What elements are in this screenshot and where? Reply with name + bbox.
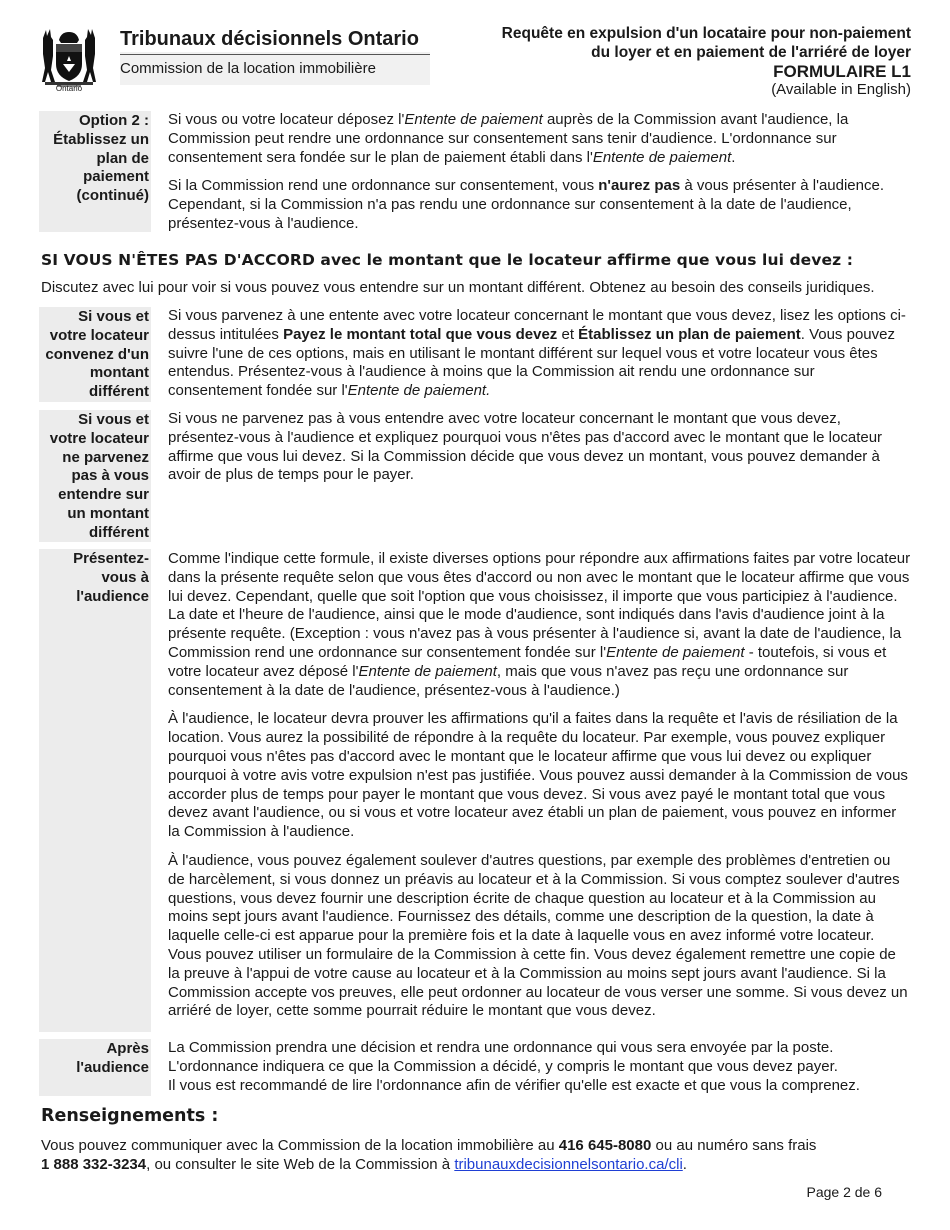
paragraph: Si la Commission rend une ordonnance sur consentement, vous n'aurez pas à vous présenter à l'audience. Cependant, si la Commission n'a pas rendu une ordonnance sur consentement à la date de l'audience, présentez-vous à l'audience. [168,177,884,232]
section-body-cannot-agree [151,410,911,542]
section-agree-different-amount [39,307,911,402]
section-label-attend: Présentez- vous à l'audience [39,549,151,1032]
page-number: Page 2 de 6 [806,1184,882,1200]
toll-free-number: 1 888 332-3234 [41,1155,147,1173]
info-paragraph: Vous pouvez communiquer avec la Commission de la location immobilière au 416 645-8080 ou au numéro sans frais 1 888 332-3234, ou consulter le site Web de la Commission à tribunauxdecisionnelsontario.ca/cli. [41,1137,817,1173]
section-label-option-2: Option 2 : Établissez un plan de paiement (continué) [39,111,151,232]
section-body-agree [151,307,911,402]
ontario-coat-of-arms-logo [37,26,101,94]
organization-subtitle: Commission de la location immobilière [120,60,376,77]
form-title-block [502,24,911,99]
paragraph: Si vous ou votre locateur déposez l'Entente de paiement auprès de la Commission avant l'audience, la Commission peut rendre une ordonnance sur consentement sans tenir d'audience. L'ordonnance sur consentement sera fondée sur le plan de paiement établi dans l'Entente de paiement. [168,111,849,166]
logo-caption: Ontario [55,84,83,93]
form-title-line-1: Requête en expulsion d'un locataire pour non-paiement [501,25,911,42]
section-after-hearing [39,1039,911,1096]
section-body-after [151,1039,911,1096]
after-line-1: La Commission prendra une décision et rendra une ordonnance qui vous sera envoyée par la poste. [168,1039,834,1056]
form-title-line-2: du loyer et en paiement de l'arriéré de loyer [591,44,911,61]
section-cannot-agree [39,410,911,542]
paragraph: Comme l'indique cette formule, il existe diverses options pour répondre aux affirmations faites par votre locateur dans la présente requête selon que vous êtes d'accord ou non avec le montant que le locateur affirme que vous lui devez. Cependant, quelle que soit l'option que vous choisissez, il importe que vous participiez à l'audience. La date et l'heure de l'audience, ainsi que le mode d'audience, sont indiqués dans l'avis d'audience joint à la présente requête. (Exception : vous n'avez pas à vous présenter à l'audience si, avant la date de l'audience, la Commission rend une ordonnance sur consentement fondée sur l'Entente de paiement - toutefois, si vous et votre locateur avez déposé l'Entente de paiement, mais que vous n'avez pas reçu une ordonnance sur consentement à la date de l'audience, présentez-vous à l'audience.) [168,550,911,699]
phone-number: 416 645-8080 [558,1137,652,1154]
section-attend-hearing [39,549,911,1032]
paragraph: Si vous parvenez à une entente avec votre locateur concernant le montant que vous devez, lisez les options ci-dessus intitulées Payez le montant total que vous devez et Établissez un plan de paiement. Vous pouvez suivre l'une de ces options, mais en utilisant le montant différent sur lequel vous et votre locateur vous êtes entendus. Présentez-vous à l'audience à moins que la Commission ait rendu une ordonnance sur consentement fondée sur l'Entente de paiement. [168,307,906,400]
section-body-option-2 [151,111,911,234]
form-identifier: FORMULAIRE L1 [773,62,911,81]
info-heading: Renseignements : [41,1106,219,1126]
paragraph: À l'audience, vous pouvez également soulever d'autres questions, par exemple des problèmes d'entretien ou de harcèlement, si vous donnez un préavis au locateur et à la Commission. Si vous comptez soulever d'autres questions, vous devez fournir une description écrite de chaque question au locateur et à la Commission au moins sept jours avant l'audience. Fournissez des détails, comme une description de la question, la date à laquelle celle-ci est apparue pour la première fois et la date à laquelle vous en avez informé votre locateur. Vous pouvez utiliser un formulaire de la Commission à cette fin. Vous devez également remettre une copie de la preuve à l'appui de votre cause au locateur et à la Commission au moins sept jours avant l'audience. Si la Commission accepte vos preuves, elle peut ordonner au locateur de vous verser une somme. Si vous devez un arriéré de loyer, cette somme pourrait réduire le montant que vous devez. [168,851,908,1020]
organization-block [120,26,430,85]
dispute-heading: SI VOUS N'ÊTES PAS D'ACCORD avec le montant que le locateur affirme que vous lui devez : [41,251,854,269]
section-label-agree: Si vous et votre locateur convenez d'un montant différent [39,307,151,402]
available-in-english-note: (Available in English) [771,81,911,98]
organization-name: Tribunaux décisionnels Ontario [120,28,419,50]
section-label-after: Après l'audience [39,1039,151,1096]
section-label-cannot-agree: Si vous et votre locateur ne parvenez pas à vous entendre sur un montant différent [39,410,151,542]
after-line-2: L'ordonnance indiquera ce que la Commission a décidé, y compris le montant que vous devez payer. [168,1057,838,1075]
paragraph: Si vous ne parvenez pas à vous entendre avec votre locateur concernant le montant que vous devez, présentez-vous à l'audience et expliquez pourquoi vous n'êtes pas d'accord avec le montant que le locateur affirme que vous lui devez. Si la Commission décide que vous devez un montant, vous pouvez demander à avoir de plus de temps pour le payer. [168,410,883,484]
page-header [34,22,914,98]
section-body-attend [151,549,911,1032]
after-line-3: Il vous est recommandé de lire l'ordonnance afin de vérifier qu'elle est exacte et que vous la comprenez. [168,1076,860,1094]
website-link[interactable]: tribunauxdecisionnelsontario.ca/cli [454,1155,683,1173]
dispute-intro: Discutez avec lui pour voir si vous pouvez vous entendre sur un montant différent. Obtenez au besoin des conseils juridiques. [41,279,875,296]
paragraph: À l'audience, le locateur devra prouver les affirmations qu'il a faites dans la requête et l'avis de résiliation de la location. Vous aurez la possibilité de répondre à la requête du locateur. Par exemple, vous pouvez expliquer pourquoi vous n'êtes pas d'accord avec le montant que le locateur affirme que vous lui devez ou expliquer pourquoi à votre avis votre expulsion n'est pas justifiée. Vous pouvez aussi demander à la Commission de vous accorder plus de temps pour payer le montant que vous devez. Si vous avez payé le montant total que vous devez avant l'audience, ou si vous et votre locateur avez établi un plan de paiement, vous pouvez en informer la Commission à l'audience. [168,710,908,841]
section-option-2 [39,111,911,234]
